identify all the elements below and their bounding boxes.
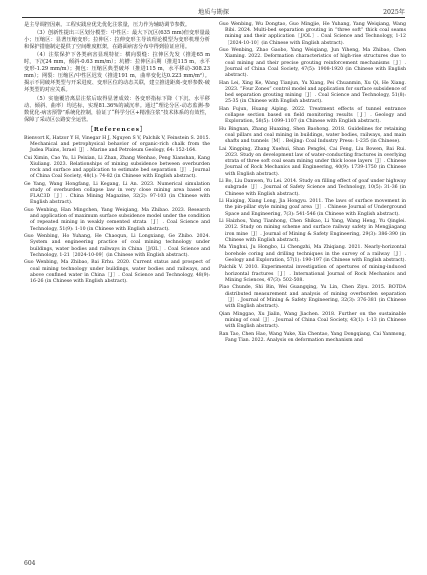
- reference-item: Piao Chunde, Shi Bin, Wei Guangqing, Yu Lin, Chen Ziyu. 2015. BOTDA distributed measurement and analysis of mining overburden separation［J］. Journal of Mining & Safety Engineering, 32(3): 376-381 (in Chinese with English abstract).: [219, 285, 406, 310]
- reference-item: Guo Wenbing, Zhao Gaobo, Yang Weiqiang, Jun Yiheng, Ma Zhibao, Chen Xiaming. 2022. Deformation characteristics of high-rise structures due to coal mining and their precise grouting reinforcement mechanisms［J］. Journal of China Coal Society, 47(5): 1908-1920 (in Chinese with English abstract).: [219, 48, 406, 79]
- conclusion-paragraph: （3）创新性提出三区划分模型：中性区：最大下沉区(635 mm)但变形量最小；压缩区：显著压缩变形；拉伸区：拉伸变形主导该理论模型为变形机理分析和保护措施制定提供了空间维度框架，在路面病害分布中得到验证应用。: [24, 30, 210, 51]
- reference-item: Li Bo, Liu Danwen, Yu Lei. 2014. Study on filling effect of goaf under highway subgrade［J］. Journal of Safety Science and Technology, 10(5): 31-36 (in Chinese with English abstract).: [219, 179, 406, 197]
- reference-item: Ma Yinghui, Ju Hongbo, Li Chengzhi, Ma Zhiqiang. 2021. Nearly-horizontal borehole coring and drilling techniques in the survey of a railway［J］. Geology and Exploration, 57(1): 190-197 (in Chinese with English abstract).: [219, 245, 406, 263]
- reference-item: Ran Tao, Chen Hao, Wang Yuke, Xia Chentao, Yang Dongqiang, Cai Yanmong, Fang Tian. 2022. Analysis on deformation mechanism and: [219, 331, 406, 343]
- reference-item: Bienvort K, Hatzor Y H, Vinegar H J, Nguyen S V, Palchik V, Feinstein S. 2015. Mechanical and petrophysical behavior of organic-rich chalk from the Judea Plains, Israel［J］. Marine and Petroleum Geology, 64: 152-164.: [24, 135, 210, 153]
- reference-item: Li Haiqing, Xiang Long, Jia Hongyu. 2011. The laws of surface movement in the pin-pillar style mining goaf area［J］. Chinese Journal of Underground Space and Engineering, 7(3): 541-546 (in Chinese with English abstract).: [219, 199, 406, 217]
- reference-item: Guo Wenbing, Ho Yuhang, He Chaoqun, Li Longxiang, Ge Zhibo. 2024. System and engineering practice of coal mining technology under buildings, water bodies and railways in China［J/OL］. Coal Science and Technology, 1-21［2024-10-09］(in Chinese with English abstract).: [24, 234, 210, 258]
- reference-item: Ge Yang, Wang Hongfang, Li Kegang, Li An. 2023. Numerical simulation study of overburden collapse law in very close mining area based on FLAC3D［J］. China Mining Magazine, 32(2): 97-103 (in Chinese with English abstract).: [24, 181, 210, 206]
- page-number: 604: [24, 560, 36, 567]
- journal-name: 地质与勘探: [198, 9, 229, 16]
- reference-item: Lai Xingping, Zhang Xuehui, Shan Pengfei, Cai Feng, Liu Bowen, Bai Rui. 2023. Study on development law of water-conducting fractures in overlying strata of three soft coal seam mining under thick loose layers［J］. Chinese Journal of Rock Mechanics and Engineering, 40(9): 1739-1750 (in Chinese with English abstract).: [219, 146, 406, 177]
- reference-item: Palchik V. 2010. Experimental investigation of apertures of mining-induced horizontal fractures［J］. International Journal of Rock Mechanics and Mining Sciences, 47(3): 502-508.: [219, 265, 406, 283]
- reference-item: Han Lei, Xing Ke, Wang Tianjun, Yu Xiang, Pei Chuanmin, Xu Qi, He Xiang. 2023. “Four Zones” control model and application for surface subsidence of bed separation grouting mining［J］. Coal Science and Technology, 51(8): 25-35 (in Chinese with English abstract).: [219, 80, 406, 105]
- right-column: [219, 22, 406, 345]
- conclusion-paragraph: （5）实施覆岩离层注浆后取得显著成效：各变形指标下降（下沉、水平移动、倾斜、曲率）均达标，实现81.36%的减沉率。通过“理论分区-动态监测-参数优化-病害预警”系统化控制，验证了“科学分区+精准注浆”技术体系的有效性，保障了采动区公路安全运营。: [24, 95, 210, 123]
- reference-item: Guo Wenbing, Ma Zhibao, Bai Erhu. 2020. Current status and prospect of coal mining technology under buildings, water bodies and railways, and above confined water in China［J］. Coal Science and Technology, 48(9): 16-26 (in Chinese with English abstract).: [24, 260, 210, 284]
- reference-item: Guo Wenbing, Han Mingchen, Yang Weiqiang, Ma Zhibao. 2023. Research and application of maximum surface subsidence model under the condition of repeated mining in weakly cemented strata［J］. Coal Science and Technology, 51(9): 1-10 (in Chinese with English abstract).: [24, 207, 210, 232]
- running-header: [22, 5, 405, 18]
- reference-item: Hu Bingnan, Zhang Huaxing, Shen Baohong. 2018. Guidelines for retaining coal pillars and coal mining in buildings, water bodies, railways, and main shafts and tunnels［M］. Beijing: Coal Industry Press: 1-235 (in Chinese).: [219, 126, 406, 145]
- conclusion-paragraph: 是主导调控因素。工程实践应优先优化注浆量，压力作为辅助调节参数。: [24, 22, 191, 28]
- reference-item: Guo Wenbing, Wu Dongtao, Guo Mingjie, He Yuhang, Yang Weiqiang, Wang Bibi. 2024. Multi-bed separation grouting in “three soft” thick coal seams mining and their application［J/OL］. Coal Science and Technology, 1-12［2024-10-10］(in Chinese with English abstract).: [219, 22, 406, 46]
- reference-item: Han Fujun, Huang Aiping. 2022. Treatment effects of tunnel entrance collapse section based on field monitoring results［J］. Geology and Exploration, 58(5): 1099-1107 (in Chinese with English abstract).: [219, 106, 406, 125]
- reference-item: Cui Ximin, Cao Yu, Li Peixian, Li Zhan, Zhang Wenhao, Peng Xianshan, Kang Xiuliang. 2023. Relationships of mining subsidence between overburden rock and surface and application to estimate bed separation［J］. Journal of China Coal Society, 48(1): 74-82 (in Chinese with English abstract).: [24, 155, 210, 180]
- reference-item: Qian Minggao, Xu Jialin, Wang Jiachen. 2018. Further on the sustainable mining of coal［J］. Journal of China Coal Society, 43(1): 1-13 (in Chinese with English abstract).: [219, 311, 406, 330]
- references-heading: ［References］: [87, 126, 147, 133]
- left-column: [24, 22, 210, 287]
- conclusion-paragraph: （4）注浆保护下各类病害显现特征：横向裂缝：拉伸区先发（推进65 m时，下沉24 mm，倾斜-0.63 mm/m）；坑槽：拉伸区后期（推进115 m，水平变形-1.29 mm/m）；拥包：压缩区典型破坏（推进115 m，水平移动-308.23 mm）；网裂：压缩区/中性区迟发（推进191 m，曲率变化达0.223 mm/m²）。揭示不同破坏类型与开采进度、变形区位的动态关联，建立推进距离-变形参数-破坏类型的对应关系。: [24, 52, 210, 94]
- journal-year: 2025年: [383, 9, 405, 16]
- reference-item: Li Haizhou, Yang Tianhong, Chen Shikao, Li Yang, Wang Heng, Yu Qinglei. 2012. Study on mining scheme and surface railway safety in Mengjiagang iron mine［J］. Journal of Mining & Safety Engineering, 29(3): 386-390 (in Chinese with English abstract).: [219, 219, 406, 243]
